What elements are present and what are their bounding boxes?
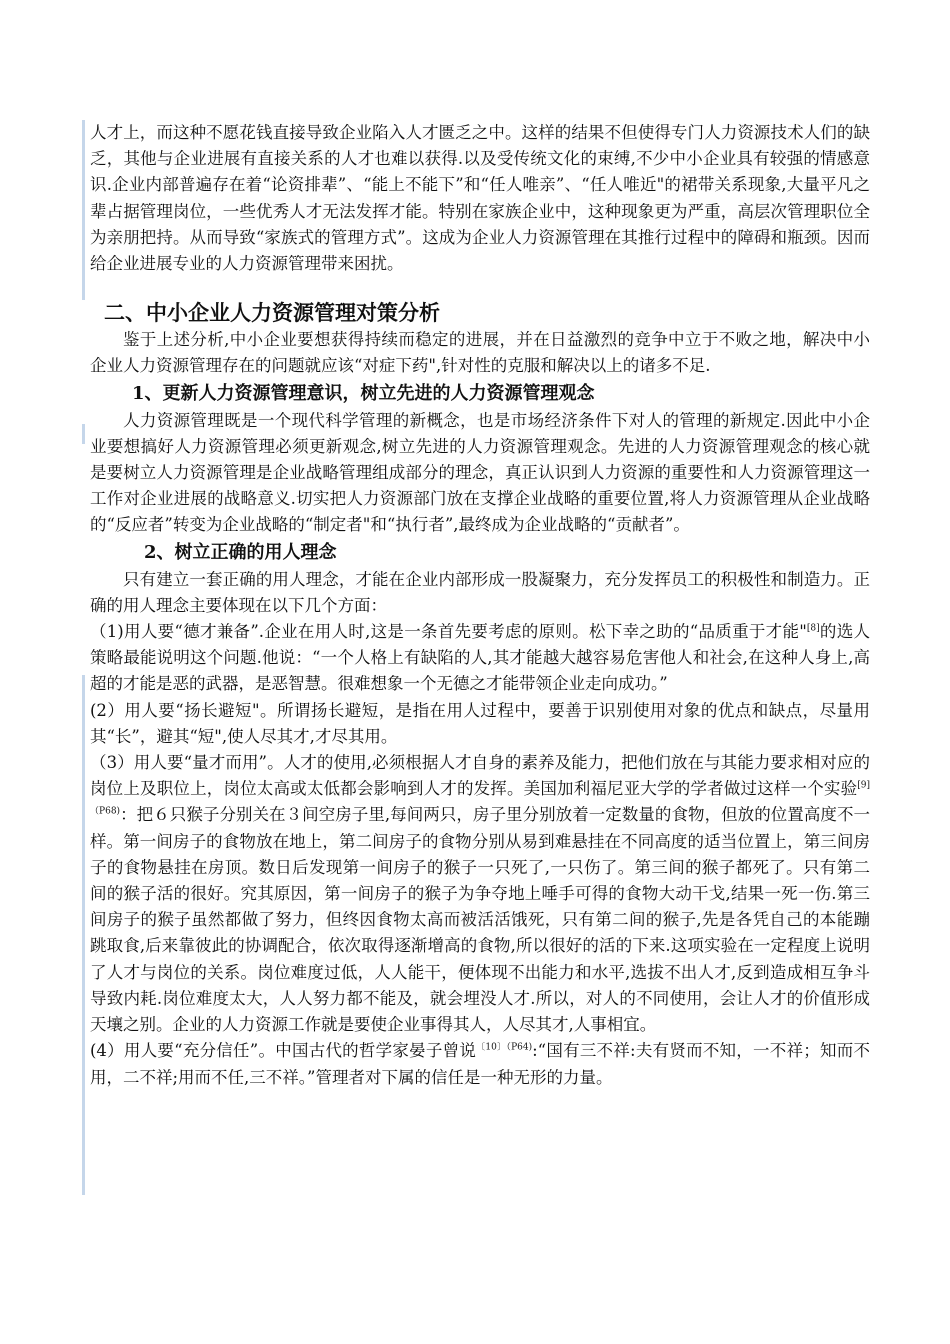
paragraph-text: （3）用人要“量才而用”。人才的使用,必须根据人才自身的素养及能力，把他们放在与其能力要求相对应的岗位上及职位上，岗位太高或太低都会影响到人才的发挥。美国加利福尼亚大学的学者做过这样一个实验	[90, 753, 870, 799]
citation: 〔10〕（P64)	[476, 1042, 533, 1053]
paragraph-text: 的选人策略最能说明这个问题.他说：“一个人格上有缺陷的人,其才能越大越容易危害他人和社会,在这种人身上,高超的才能是恶的武器，是恶智慧。很难想象一个无德之才能带领企业走向成功。”	[90, 622, 870, 694]
body-paragraph: 人力资源管理既是一个现代科学管理的新概念，也是市场经济条件下对人的管理的新规定.因此中小企业要想搞好人力资源管理必须更新观念,树立先进的人力资源管理观念。先进的人力资源管理观念的核心就是要树立人力资源管理是企业战略管理组成部分的理念，真正认识到人力资源的重要性和人力资源管理这一工作对企业进展的战略意义.切实把人力资源部门放在支撑企业战略的重要位置,将人力资源管理从企业战略的“反应者”转变为企业战略的“制定者"和“执行者”,最终成为企业战略的“贡献者”。	[90, 410, 870, 535]
citation: [8]	[806, 623, 820, 634]
paragraph-text: (4）用人要“充分信任”。中国古代的哲学家晏子曾说	[90, 1041, 477, 1061]
subsection-heading: 2、树立正确的用人理念	[144, 541, 337, 563]
margin-change-bar	[82, 424, 85, 444]
paragraph-text: ：把６只猴子分别关在３间空房子里,每间两只，房子里分别放着一定数量的食物，但放的位置高度不一样。第一间房子的食物放在地上，第二间房子的食物分别从易到难悬挂在不同高度的适当位置上，第三间房子的食物悬挂在房顶。数日后发现第一间房子的猴子一只死了,一只伤了。第三间的猴子都死了。只有第二间的猴子活的很好。究其原因，第一间房子的猴子为争夺地上唾手可得的食物大动干戈,结果一死一伤.第三间房子的猴子虽然都做了努力，但终因食物太高而被活活饿死，只有第二间的猴子,先是各凭自己的本能蹦跳取食,后来靠彼此的协调配合，依次取得逐渐增高的食物,所以很好的活的下来.这项实验在一定程度上说明了人才与岗位的关系。岗位难度过低，人人能干，便体现不出能力和水平,选拔不出人才,反到造成相互争斗导致内耗.岗位难度太大，人人努力都不能及，就会埋没人才.所以，对人的不同使用，会让人才的价值形成天壤之别。企业的人力资源工作就是要使企业事得其人，人尽其才,人事相宜。	[90, 805, 870, 1035]
margin-change-bar	[82, 120, 85, 300]
citation: [9]（P68)	[90, 780, 870, 817]
paragraph-text: :“国有三不祥:夫有贤而不知，一不祥；知而不用，二不祥;用而不任,三不祥。”管理者对下属的信任是一种无形的力量。	[90, 1041, 870, 1087]
body-paragraph: 鉴于上述分析,中小企业要想获得持续而稳定的进展，并在日益激烈的竞争中立于不败之地，解决中小企业人力资源管理存在的问题就应该“对症下药",针对性的克服和解决以上的诸多不足.	[90, 330, 870, 376]
list-paragraph	[90, 1038, 870, 1090]
list-paragraph: (2）用人要“扬长避短"。所谓扬长避短，是指在用人过程中，要善于识别使用对象的优点和缺点，尽量用其“长”，避其“短",使人尽其才,才尽其用。	[90, 700, 870, 746]
body-paragraph: 人才上，而这种不愿花钱直接导致企业陷入人才匮乏之中。这样的结果不但使得专门人力资源技术人们的缺乏，其他与企业进展有直接关系的人才也难以获得.以及受传统文化的束缚,不少中小企业具有较强的情感意识.企业内部普遍存在着“论资排辈”、“能上不能下”和“任人唯亲”、“任人唯近"的裙带关系现象,大量平凡之辈占据管理岗位，一些优秀人才无法发挥才能。特别在家族企业中，这种现象更为严重，高层次管理职位全为亲朋把持。从而导致“家族式的管理方式”。这成为企业人力资源管理在其推行过程中的障碍和瓶颈。因而给企业进展专业的人力资源管理带来困扰。	[90, 123, 870, 274]
section-heading: 二、中小企业人力资源管理对策分析	[104, 300, 440, 326]
body-paragraph: 只有建立一套正确的用人理念，才能在企业内部形成一股凝聚力，充分发挥员工的积极性和制造力。正确的用人理念主要体现在以下几个方面：	[90, 569, 870, 615]
document-page	[90, 120, 870, 1091]
subsection-heading: 1、更新人力资源管理意识，树立先进的人力资源管理观念	[132, 382, 595, 404]
list-paragraph	[90, 619, 870, 698]
margin-change-bar	[82, 675, 85, 1195]
paragraph-text: （1)用人要“德才兼备”.企业在用人时,这是一条首先要考虑的原则。松下幸之助的“品质重于才能"	[90, 622, 807, 642]
list-paragraph	[90, 750, 870, 1038]
